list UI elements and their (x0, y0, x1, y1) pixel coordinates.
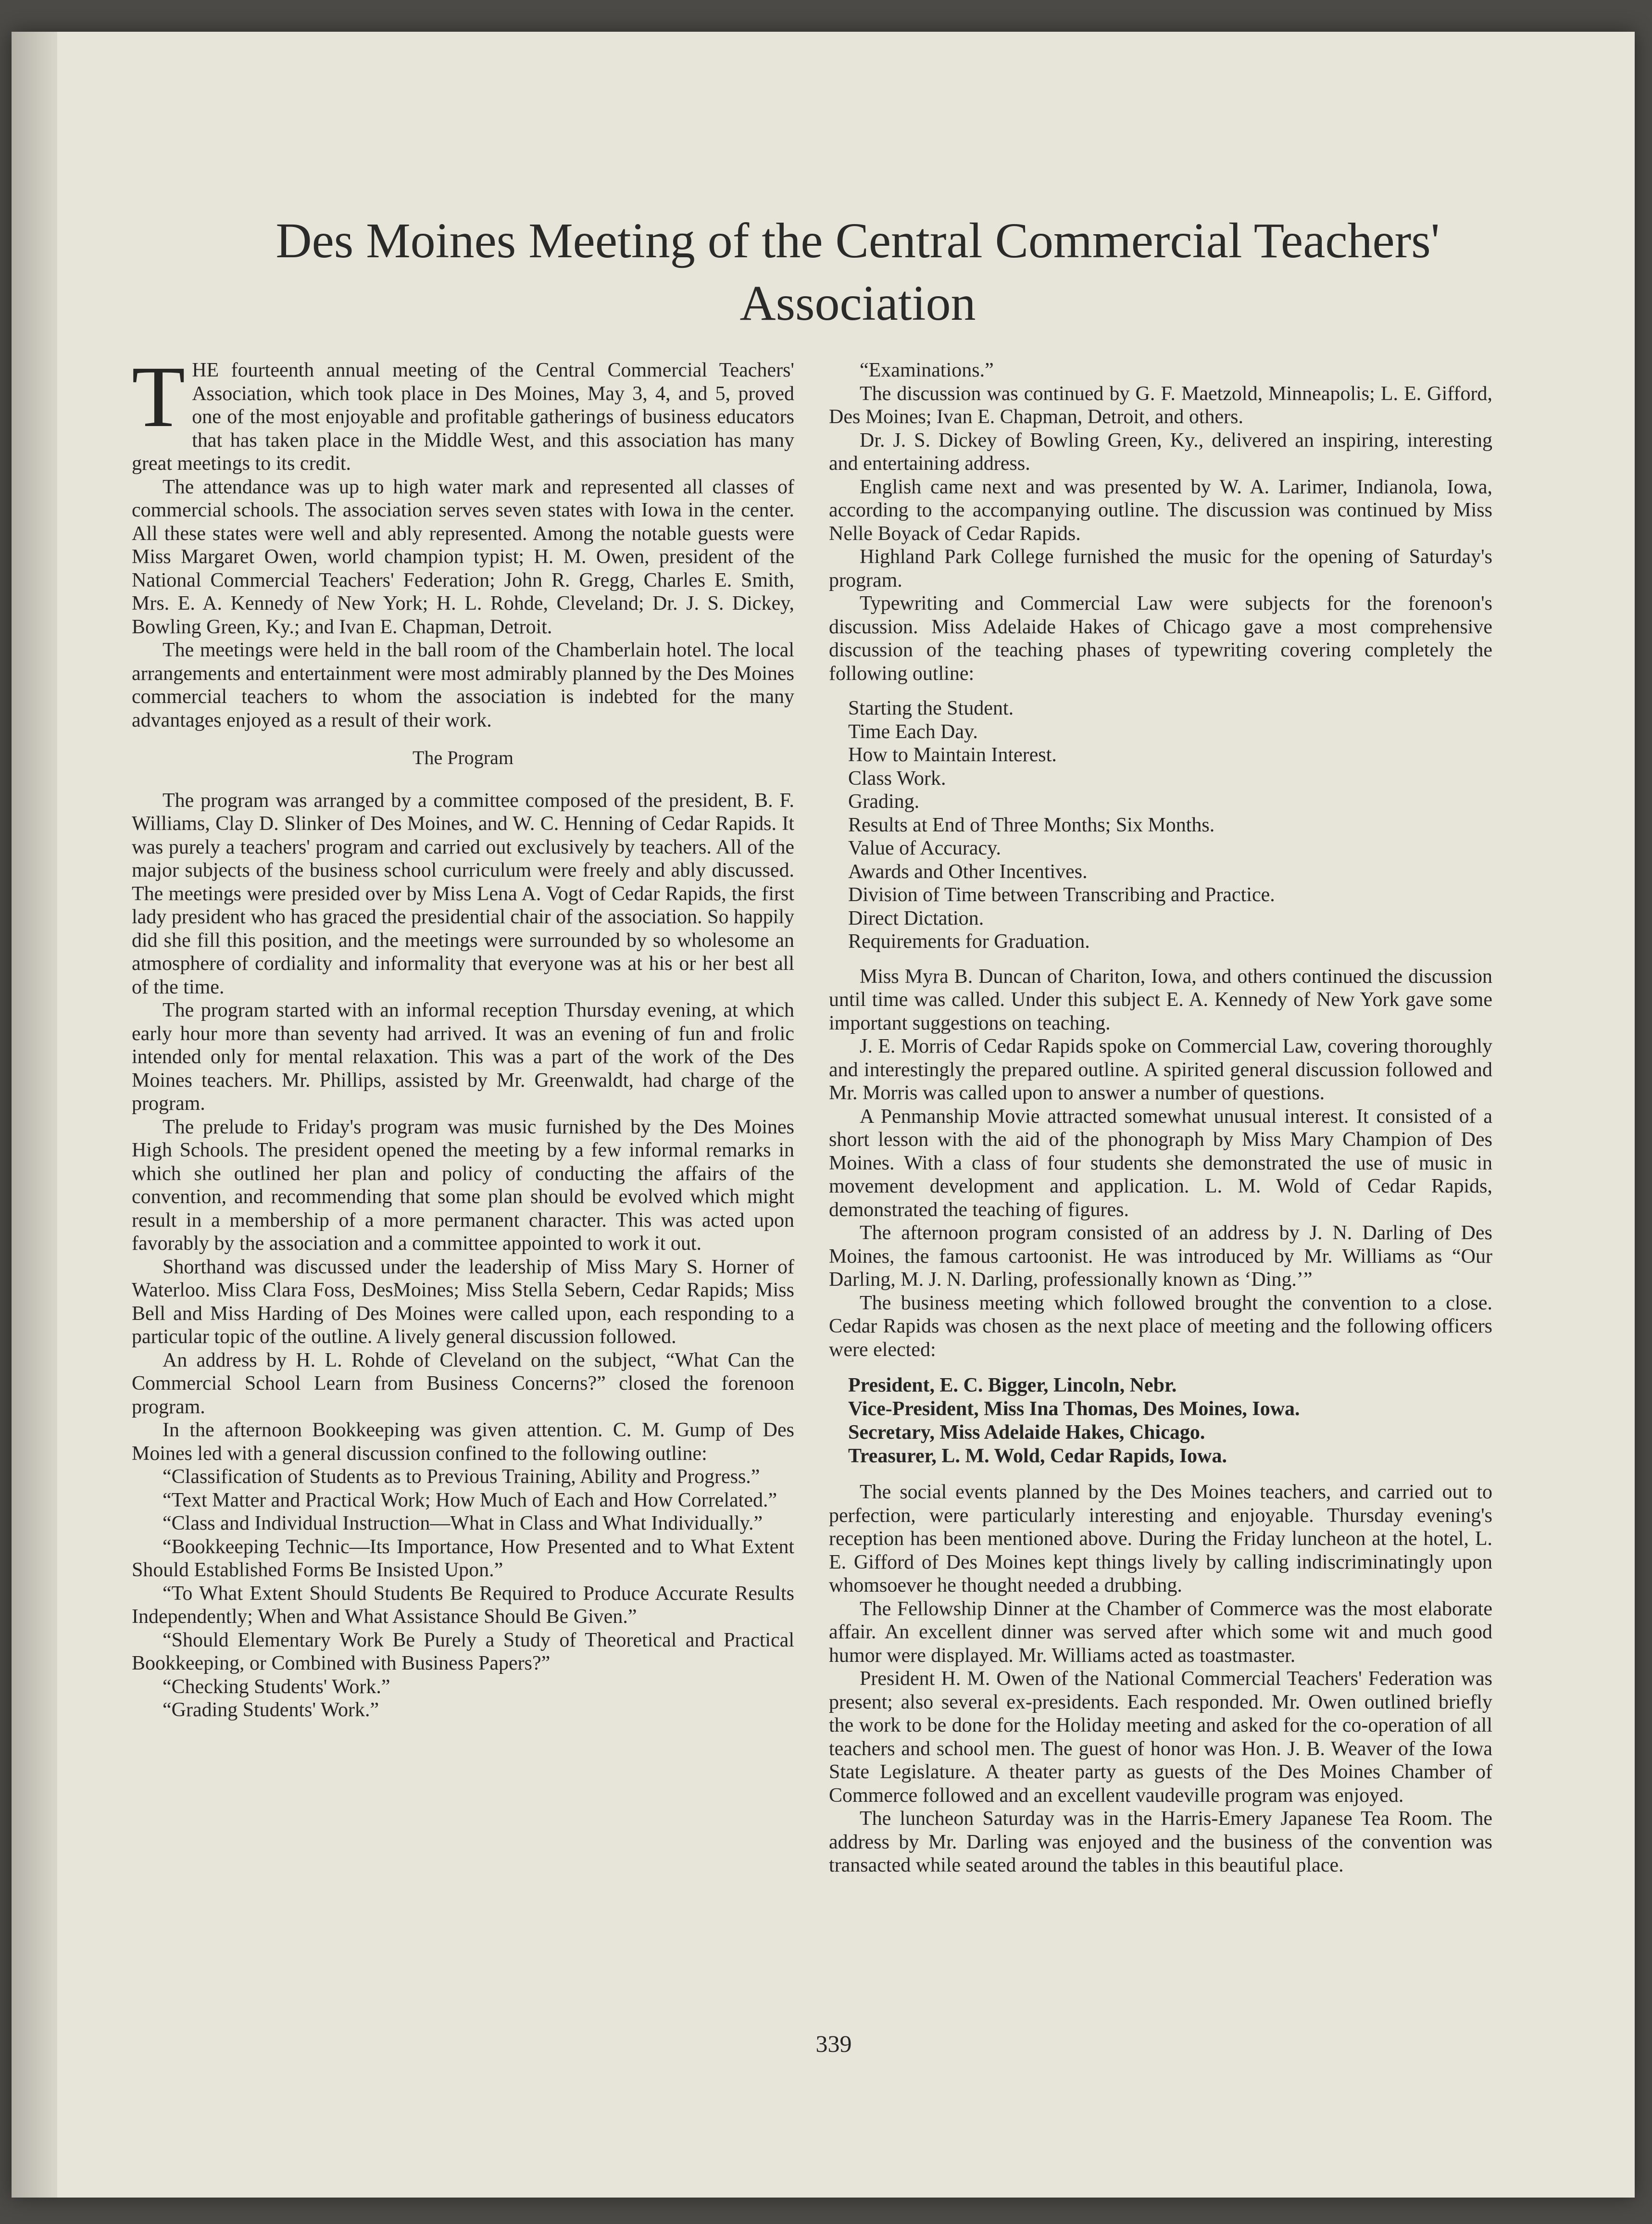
outline-item: Direct Dictation. (848, 907, 984, 930)
paragraph: The prelude to Friday's program was music furnished by the Des Moines High Schools. The president opened the meeting by a few informal remarks in which she outlined her plan and policy of conducting the affairs of the convention, and recommending that some plan should be evolved which might result in a membership of a more permanent character. This was acted upon favorably by the association and a committee appointed to work it out. (132, 1116, 794, 1255)
paragraph: Dr. J. S. Dickey of Bowling Green, Ky., delivered an inspiring, interesting and entertaining address. (829, 429, 1492, 475)
typewriting-outline (848, 697, 1492, 954)
intro-text: HE fourteenth annual meeting of the Central Commercial Teachers' Association, which took place in Des Moines, May 3, 4, and 5, proved one of the most enjoyable and profitable gatherings of business educators that has taken place in the Middle West, and this association has many great meetings to its credit. (132, 359, 794, 475)
paragraph: In the afternoon Bookkeeping was given attention. C. M. Gump of Des Moines led with a general discussion confined to the following outline: (132, 1419, 794, 1465)
right-paragraphs-c (829, 1481, 1492, 1877)
paragraph: The business meeting which followed brought the convention to a close. Cedar Rapids was chosen as the next place of meeting and the following officers were elected: (829, 1292, 1492, 1361)
outline-item: How to Maintain Interest. (848, 744, 1057, 766)
outline-item: Grading. (848, 791, 920, 813)
drop-cap: T (132, 349, 186, 445)
paragraph: “Grading Students' Work.” (163, 1699, 379, 1721)
paragraph: President H. M. Owen of the National Commercial Teachers' Federation was present; also several ex-presidents. Each responded. Mr. Owen outlined briefly the work to be done for the Holiday meeting and asked for the co-operation of all teachers and school men. The guest of honor was Hon. J. B. Weaver of the Iowa State Legislature. A theater party as guests of the Des Moines Chamber of Commerce followed and an excellent vaudeville program was enjoyed. (829, 1668, 1492, 1807)
paragraph: The afternoon program consisted of an address by J. N. Darling of Des Moines, the famous cartoonist. He was introduced by Mr. Williams as “Our Darling, M. J. N. Darling, professionally known as ‘Ding.’” (829, 1222, 1492, 1291)
article-title: Des Moines Meeting of the Central Commercial Teachers' Association (275, 213, 1440, 331)
paragraph: The luncheon Saturday was in the Harris-Emery Japanese Tea Room. The address by Mr. Darling was enjoyed and the business of the convention was transacted while seated around the tables in this beautiful place. (829, 1808, 1492, 1876)
outline-item: Awards and Other Incentives. (848, 860, 1088, 883)
left-column (132, 349, 794, 1722)
binding-shadow (12, 32, 57, 2198)
right-column (829, 359, 1492, 1877)
paragraph: The program was arranged by a committee composed of the president, B. F. Williams, Clay D. Slinker of Des Moines, and W. C. Henning of Cedar Rapids. It was purely a teachers' program and carried out exclusively by teachers. All of the major subjects of the business school curriculum were freely and ably discussed. The meetings were presided over by Miss Lena A. Vogt of Cedar Rapids, the first lady president who has graced the presidential chair of the association. So happily did she fill this position, and the meetings were surrounded by so wholesome an atmosphere of cordiality and informality that everyone was at his or her best all of the time. (132, 789, 794, 998)
paragraph: “To What Extent Should Students Be Required to Produce Accurate Results Independently; When and What Assistance Should Be Given.” (132, 1582, 794, 1628)
outline-item: Requirements for Graduation. (848, 930, 1090, 953)
paragraph: “Should Elementary Work Be Purely a Study of Theoretical and Practical Bookkeeping, or Combined with Business Papers?” (132, 1629, 794, 1674)
paragraph: A Penmanship Movie attracted somewhat unusual interest. It consisted of a short lesson with the aid of the phonograph by Miss Mary Champion of Des Moines. With a class of four students she demonstrated the use of music in movement development and application. L. M. Wold of Cedar Rapids, demonstrated the teaching of figures. (829, 1105, 1492, 1221)
paragraph: Miss Myra B. Duncan of Chariton, Iowa, and others continued the discussion until time was called. Under this subject E. A. Kennedy of New York gave some important suggestions on teaching. (829, 965, 1492, 1034)
outline-item: Starting the Student. (848, 697, 1014, 719)
paragraph: The Fellowship Dinner at the Chamber of Commerce was the most elaborate affair. An excellent dinner was served after which some wit and much good humor were displayed. Mr. Williams acted as toastmaster. (829, 1597, 1492, 1667)
paragraph: English came next and was presented by W. A. Larimer, Indianola, Iowa, according to the accompanying outline. The discussion was continued by Miss Nelle Boyack of Cedar Rapids. (829, 476, 1492, 545)
paragraph: An address by H. L. Rohde of Cleveland on the subject, “What Can the Commercial School Learn from Business Concerns?” closed the forenoon program. (132, 1349, 794, 1418)
paragraph: The attendance was up to high water mark and represented all classes of commercial schools. The association serves seven states with Iowa in the center. All these states were well and ably represented. Among the notable guests were Miss Margaret Owen, world champion typist; H. M. Owen, president of the National Commercial Teachers' Federation; John R. Gregg, Charles E. Smith, Mrs. E. A. Kennedy of New York; H. L. Rohde, Cleveland; Dr. J. S. Dickey, Bowling Green, Ky.; and Ivan E. Chapman, Detroit. (132, 476, 794, 638)
outline-item: Results at End of Three Months; Six Months. (848, 814, 1215, 836)
officer-line: Vice-President, Miss Ina Thomas, Des Moines, Iowa. (848, 1398, 1300, 1420)
right-paragraphs-b (829, 965, 1492, 1362)
paragraph: The program started with an informal reception Thursday evening, at which early hour more than seventy had arrived. It was an evening of fun and frolic intended only for mental relaxation. This was a part of the work of the Des Moines teachers. Mr. Phillips, assisted by Mr. Greenwaldt, had charge of the program. (132, 999, 794, 1115)
paragraph: Shorthand was discussed under the leadership of Miss Mary S. Horner of Waterloo. Miss Clara Foss, DesMoines; Miss Stella Sebern, Cedar Rapids; Miss Bell and Miss Harding of Des Moines were called upon, each responding to a particular topic of the outline. A lively general discussion followed. (132, 1256, 794, 1348)
page-number: 339 (815, 2030, 852, 2057)
paragraph: “Text Matter and Practical Work; How Much of Each and How Correlated.” (163, 1489, 777, 1511)
paragraph: J. E. Morris of Cedar Rapids spoke on Commercial Law, covering thoroughly and interestingly the prepared outline. A spirited general discussion followed and Mr. Morris was called upon to answer a number of questions. (829, 1035, 1492, 1104)
section-heading: The Program (413, 747, 513, 768)
left-paragraphs-a (132, 476, 794, 732)
paragraph: The social events planned by the Des Moines teachers, and carried out to perfection, were particularly interesting and enjoyable. Thursday evening's reception has been mentioned above. During the Friday luncheon at the hotel, L. E. Gifford of Des Moines kept things lively by calling indiscriminatingly upon whomsoever he thought needed a drubbing. (829, 1481, 1492, 1596)
paragraph: “Bookkeeping Technic—Its Importance, How Presented and to What Extent Should Established Forms Be Insisted Upon.” (132, 1535, 794, 1581)
magazine-page (12, 32, 1635, 2198)
outline-item: Value of Accuracy. (848, 837, 1001, 859)
officer-line: President, E. C. Bigger, Lincoln, Nebr. (848, 1374, 1177, 1396)
outline-item: Class Work. (848, 767, 946, 790)
paragraph: Typewriting and Commercial Law were subjects for the forenoon's discussion. Miss Adelaide Hakes of Chicago gave a most comprehensive discussion of the teaching phases of typewriting covering completely the following outline: (829, 592, 1492, 685)
intro-paragraph (132, 349, 794, 476)
paragraph: “Classification of Students as to Previous Training, Ability and Progress.” (163, 1466, 760, 1488)
paragraph: The meetings were held in the ball room of the Chamberlain hotel. The local arrangements and entertainment were most admirably planned by the Des Moines commercial teachers to whom the association is indebted for the many advantages enjoyed as a result of their work. (132, 639, 794, 731)
paragraph: Highland Park College furnished the music for the opening of Saturday's program. (829, 546, 1492, 591)
right-paragraphs-a (829, 359, 1492, 685)
outline-item: Time Each Day. (848, 720, 978, 743)
outline-item: Division of Time between Transcribing and Practice. (848, 884, 1275, 906)
paragraph: “Checking Students' Work.” (163, 1675, 390, 1698)
officer-line: Treasurer, L. M. Wold, Cedar Rapids, Iowa. (848, 1445, 1227, 1467)
officer-line: Secretary, Miss Adelaide Hakes, Chicago. (848, 1421, 1205, 1444)
paragraph: The discussion was continued by G. F. Maetzold, Minneapolis; L. E. Gifford, Des Moines; Ivan E. Chapman, Detroit, and others. (829, 382, 1492, 428)
paragraph: “Examinations.” (860, 359, 994, 381)
left-paragraphs-b (132, 789, 794, 1722)
paragraph: “Class and Individual Instruction—What in Class and What Individually.” (163, 1512, 763, 1534)
officers-list (848, 1374, 1492, 1468)
